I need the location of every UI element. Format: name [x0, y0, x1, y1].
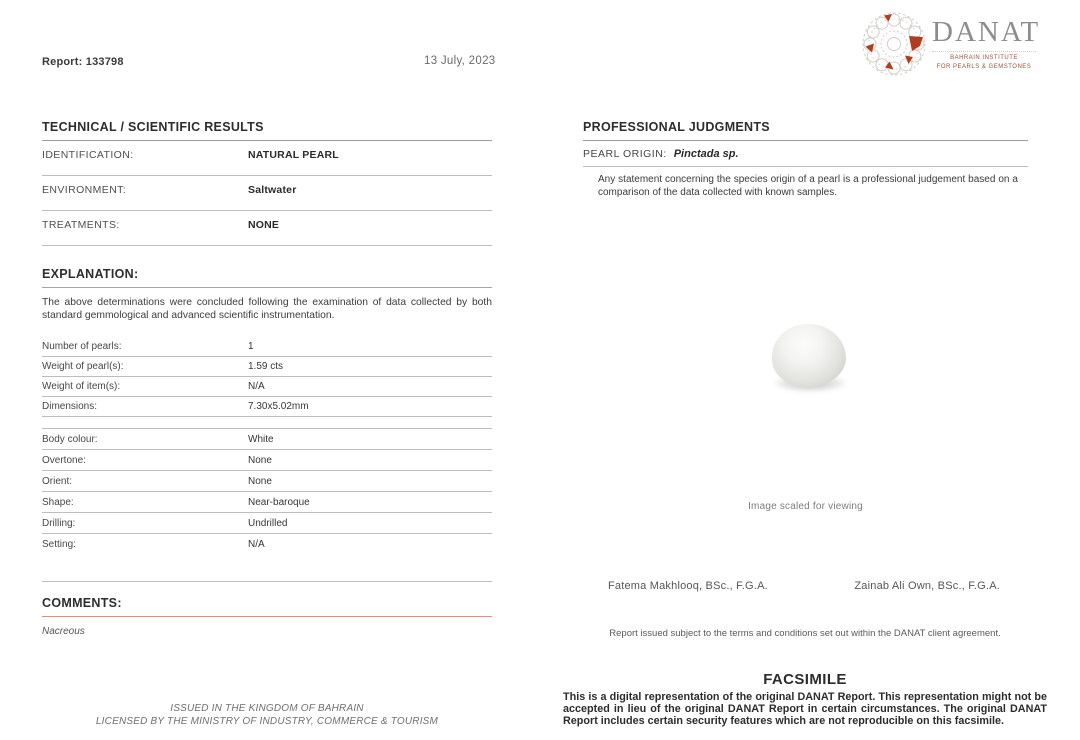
explanation-section [42, 267, 492, 554]
table-row [42, 141, 492, 176]
issuer-footer [42, 703, 492, 728]
professional-judgments-title: PROFESSIONAL JUDGMENTS [583, 120, 1028, 141]
row-label: IDENTIFICATION: [42, 149, 134, 161]
right-column [583, 120, 1028, 199]
issuer-footer-line1: ISSUED IN THE KINGDOM OF BAHRAIN [170, 703, 364, 714]
issuer-footer-line2: LICENSED BY THE MINISTRY OF INDUSTRY, COMMERCE & TOURISM [95, 715, 439, 727]
row-value: Saltwater [248, 184, 297, 196]
row-value: N/A [248, 539, 265, 551]
table-row [42, 429, 492, 450]
brand-tagline-line1: BAHRAIN INSTITUTE [950, 55, 1018, 61]
table-row [42, 176, 492, 211]
pearl-origin-row [583, 141, 1028, 167]
brand-wordmark: DANAT [932, 16, 1041, 48]
row-value: None [248, 476, 272, 488]
image-caption: Image scaled for viewing [748, 501, 863, 512]
row-label: Overtone: [42, 455, 86, 467]
table-row [42, 211, 492, 246]
row-label: Orient: [42, 476, 73, 488]
signature-right: Zainab Ali Own, BSc., F.G.A. [854, 580, 1000, 592]
table-row [42, 513, 492, 534]
signatures-row [583, 580, 1028, 592]
row-label: Weight of item(s): [42, 381, 121, 393]
report-date: 13 July, 2023 [424, 55, 496, 67]
row-value: 7.30x5.02mm [248, 401, 309, 413]
explanation-title: EXPLANATION: [42, 267, 492, 288]
danat-logo [860, 10, 1040, 80]
row-label: Shape: [42, 497, 74, 509]
section-divider [42, 581, 492, 582]
terms-line: Report issued subject to the terms and conditions set out within the DANAT client agreement. [609, 628, 1001, 639]
row-value: NONE [248, 219, 280, 231]
comments-body: Nacreous [42, 626, 85, 638]
row-value: 1.59 cts [248, 361, 284, 373]
row-value: Near-baroque [248, 497, 310, 509]
pearl-origin-note: Any statement concerning the species origin of a pearl is a professional judgement based on a comparison of the data collected with known samples. [598, 174, 1018, 198]
facsimile-title: FACSIMILE [763, 671, 847, 688]
explanation-body: The above determinations were concluded following the examination of data collected by both standard gemmological and advanced scientific instrumentation. [42, 297, 492, 321]
danat-emblem-icon [860, 10, 928, 78]
technical-results-title: TECHNICAL / SCIENTIFIC RESULTS [42, 120, 492, 141]
signature-left: Fatema Makhlooq, BSc., F.G.A. [608, 580, 768, 592]
brand-tagline-line2: FOR PEARLS & GEMSTONES [936, 64, 1032, 71]
pearl-origin-label: PEARL ORIGIN: [583, 148, 667, 160]
table-row [42, 337, 492, 357]
row-value: Undrilled [248, 518, 288, 530]
measurement-rows [42, 337, 492, 417]
pearl-origin-value: Pinctada sp. [673, 148, 739, 160]
table-row [42, 450, 492, 471]
row-value: NATURAL PEARL [248, 149, 339, 161]
table-row [42, 471, 492, 492]
table-row [42, 357, 492, 377]
row-label: ENVIRONMENT: [42, 184, 127, 196]
facsimile-body: This is a digital representation of the original DANAT Report. This representation might not be accepted in lieu of the original DANAT Report in certain circumstances. The original DANAT Report includes certain security features which are not reproducible on this facsimile. [563, 691, 1047, 728]
row-label: Weight of pearl(s): [42, 361, 124, 373]
comments-title: COMMENTS: [42, 596, 492, 617]
row-value: White [248, 434, 274, 446]
characteristic-rows [42, 428, 492, 554]
row-value: N/A [248, 381, 265, 393]
brand-tagline [932, 51, 1036, 73]
comments-section [42, 596, 492, 637]
left-column [42, 120, 492, 637]
row-label: Setting: [42, 539, 76, 551]
table-row [42, 397, 492, 417]
row-label: Body colour: [42, 434, 98, 446]
row-value: 1 [248, 341, 254, 353]
row-label: Drilling: [42, 518, 76, 530]
row-label: Dimensions: [42, 401, 98, 413]
report-number: Report: 133798 [42, 56, 124, 68]
pearl-photo [772, 324, 846, 387]
table-row [42, 534, 492, 554]
row-value: None [248, 455, 272, 467]
table-row [42, 377, 492, 397]
table-row [42, 492, 492, 513]
row-label: TREATMENTS: [42, 219, 120, 231]
brand-text-block [932, 16, 1041, 73]
row-label: Number of pearls: [42, 341, 122, 353]
facsimile-section [563, 671, 1047, 728]
